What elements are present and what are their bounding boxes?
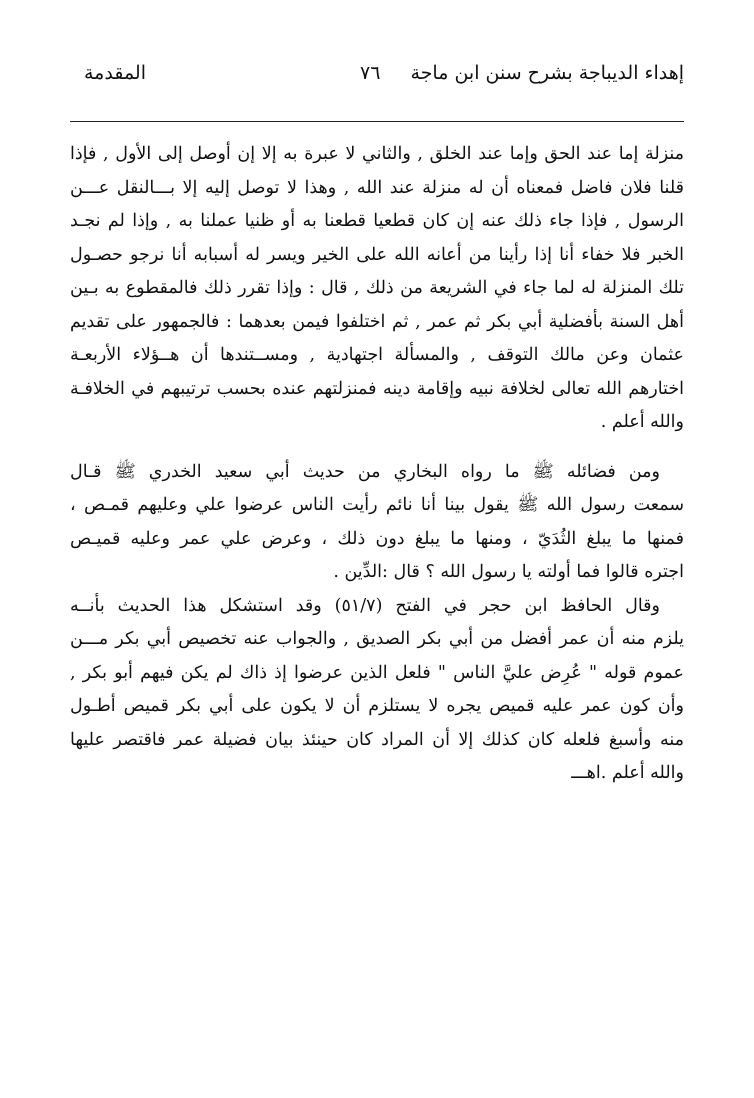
text-line: اختارهم الله تعالى لخلافة نبيه وإقامة دينه فمنزلتهم عنده بحسب ترتيبهم في الخلافـة bbox=[70, 378, 684, 399]
text-line: قلنا فلان فاضل فمعناه أن له منزلة عند الله , وهذا لا توصل إليه إلا بـــالنقل عـــن bbox=[70, 177, 684, 198]
page-header bbox=[70, 60, 684, 94]
text-line: وقال الحافظ ابن حجر في الفتح (٥١/٧) وقد استشكل هذا الحديث بأنــه bbox=[70, 595, 660, 616]
text-line: وأن كون عمر عليه قميص يجره لا يستلزم أن لا يكون على أبي بكر قميص أطـول bbox=[70, 696, 684, 716]
text-line: أهل السنة بأفضلية أبي بكر ثم عمر , ثم اختلفوا فيمن بعدهما : فالجمهور على تقديم bbox=[70, 311, 684, 332]
text-line: تلك المنزلة له لما جاء في الشريعة من ذلك , قال : وإذا تقرر ذلك فالمقطوع به بـين bbox=[70, 278, 684, 298]
book-title: إهداء الديباجة بشرح سنن ابن ماجة bbox=[410, 62, 684, 84]
section-title: المقدمة bbox=[84, 62, 147, 84]
text-line: عموم قوله " عُرِض عليَّ الناس " فلعل الذين عرضوا إذ ذاك لم يكن فيهم أبو بكر , bbox=[70, 662, 684, 683]
header-divider bbox=[70, 121, 684, 122]
text-line: يلزم منه أن عمر أفضل من أبي بكر الصديق , والجواب عنه تخصيص أبي بكر مـــن bbox=[70, 629, 684, 649]
paragraph-1 bbox=[70, 138, 684, 440]
page-number: ٧٦ bbox=[360, 62, 381, 84]
text-line: فمنها ما يبلغ الثُدَيّ ، ومنها ما يبلغ دون ذلك ، وعرض علي عمر وعليه قميـص bbox=[70, 528, 684, 549]
paragraph-3 bbox=[70, 590, 684, 791]
text-line: منزلة إما عند الحق وإما عند الخلق , والثاني لا عبرة به إلا إن أوصل إلى الأول , فإذا bbox=[70, 144, 684, 164]
text-line: والله أعلم . bbox=[600, 412, 684, 432]
text-line: الخبر فلا خفاء أنا إذا رأينا من أعانه الله على الخير ويسر له أسبابه أنا نرجو حصـول bbox=[70, 244, 684, 265]
text-line: منه وأسبغ فلعله كان كذلك إلا أن المراد كان حينئذ بيان فضيلة عمر فاقتصر عليها bbox=[70, 729, 684, 750]
text-line: الرسول , فإذا جاء ذلك عنه إن كان قطعيا قطعنا به أو ظنيا عملنا به , وإذا لم نجـد bbox=[70, 211, 684, 231]
text-line: اجتره قالوا فما أولته يا رسول الله ؟ قال :الدِّين . bbox=[333, 562, 684, 582]
text-line: ومن فضائله ﷺ ما رواه البخاري من حديث أبي سعيد الخدري ﷺ قـال bbox=[70, 461, 660, 482]
paragraph-2 bbox=[70, 456, 684, 590]
body-text bbox=[70, 138, 684, 791]
text-line: عثمان وعن مالك التوقف , والمسألة اجتهادية , ومســتندها أن هــؤلاء الأربعـة bbox=[70, 345, 684, 365]
text-line: سمعت رسول الله ﷺ يقول بينا أنا نائم رأيت الناس عرضوا علي وعليهم قمـص ، bbox=[70, 495, 684, 515]
text-line: والله أعلم .اهـــ bbox=[571, 763, 684, 783]
